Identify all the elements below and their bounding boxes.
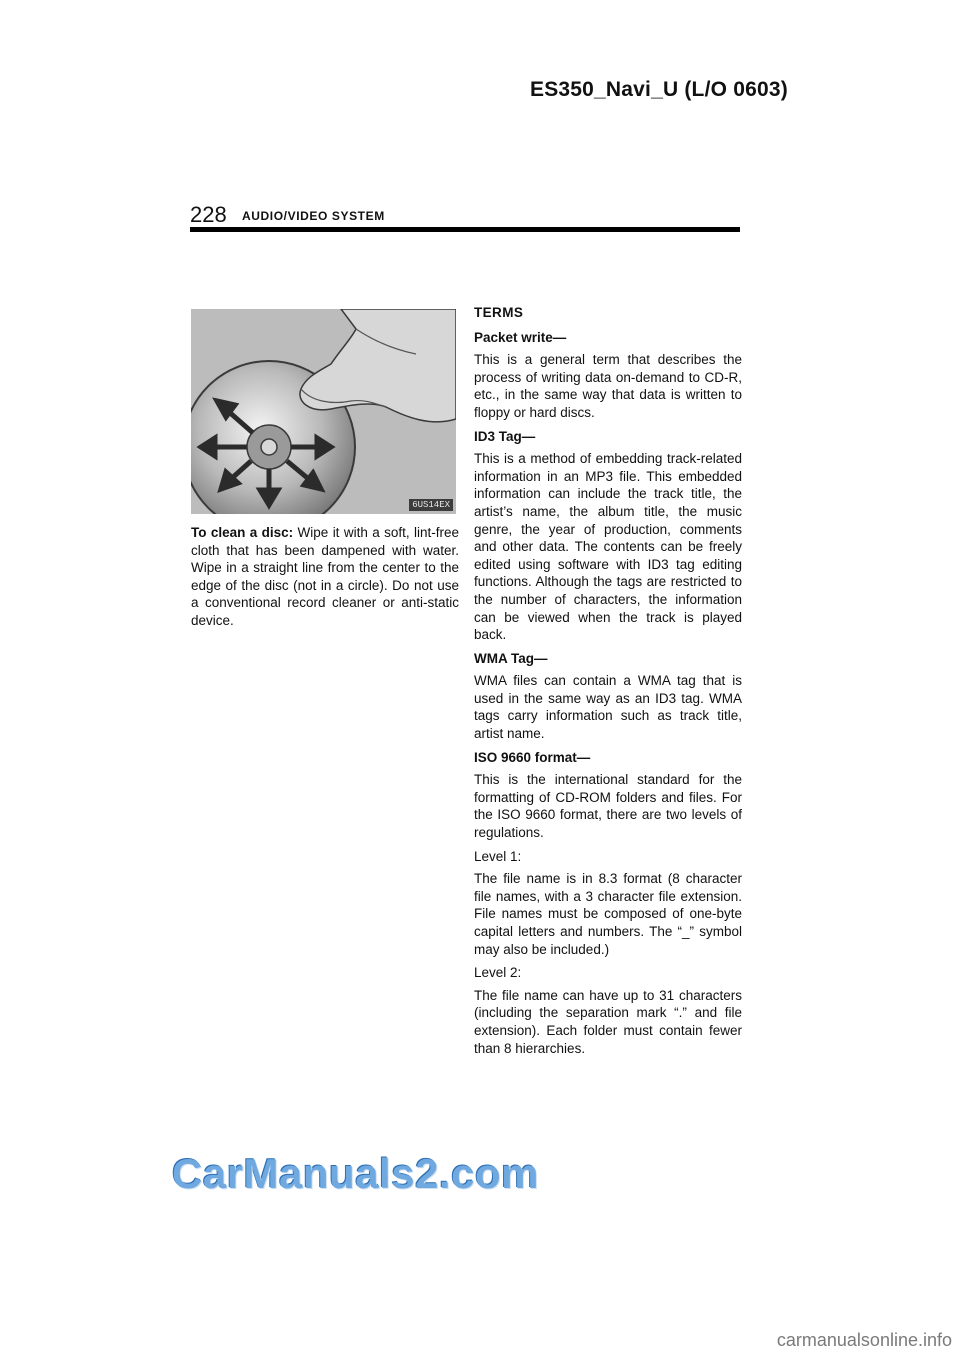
def-iso-9660: This is the international standard for the formatting of CD-ROM folders and files. For the ISO 9660 format, there are two levels of regulations. [474, 772, 742, 841]
terms-heading: TERMS [474, 305, 524, 320]
page-header [190, 202, 740, 234]
term-wma-tag: WMA Tag— [474, 650, 548, 666]
cleaning-body: Wipe it with a soft, lint-free cloth that has been dampened with water. Wipe in a straight line from the center to the edge of the disc (not in a circle). Do not use a conventional record cleaner or anti-static device. [191, 525, 459, 628]
term-id3-tag: ID3 Tag— [474, 428, 536, 444]
page-number: 228 [190, 202, 227, 227]
term-iso-9660: ISO 9660 format— [474, 749, 591, 765]
level-2-text: The file name can have up to 31 characters (including the separation mark “.” and file extension). Each folder must contain fewer than 8 hierarchies. [474, 987, 742, 1056]
footer-source: carmanualsonline.info [776, 1330, 952, 1350]
disc-cleaning-drawing [191, 309, 456, 514]
def-wma-tag: WMA files can contain a WMA tag that is used in the same way as an ID3 tag. WMA tags carry information such as track title, artist name. [474, 673, 742, 742]
illustration-code: 6US14EX [409, 499, 453, 511]
section-title: AUDIO/VIDEO SYSTEM [242, 209, 385, 223]
def-id3-tag: This is a method of embedding track-related information in an MP3 file. This embedded information can include the track title, the artist’s name, the album title, the music genre, the year of production, comments and other data. The contents can be freely edited using software with ID3 tag editing functions. Although the tags are restricted to the number of characters, the information can be viewed when the track is played back. [474, 451, 742, 643]
disc-cleaning-text [191, 524, 459, 630]
term-packet-write: Packet write— [474, 329, 567, 345]
def-packet-write: This is a general term that describes the process of writing data on-demand to CD-R, etc., in the same way that data is written to floppy or hard discs. [474, 352, 742, 420]
document-id: ES350_Navi_U (L/O 0603) [530, 78, 788, 101]
level-1-label: Level 1: [474, 848, 522, 864]
disc-hole [261, 439, 277, 455]
level-1-text: The file name is in 8.3 format (8 character file names, with a 3 character file extension. File names must be composed of one-byte capital letters and numbers. The “_” symbol may also be included.) [474, 871, 742, 957]
disc-cleaning-illustration [191, 309, 456, 514]
cleaning-lead: To clean a disc: [191, 525, 294, 540]
level-2-label: Level 2: [474, 965, 522, 981]
watermark-logo: CarManuals2.com [172, 1150, 539, 1197]
header-rule [190, 227, 740, 232]
terms-column [474, 304, 742, 1063]
